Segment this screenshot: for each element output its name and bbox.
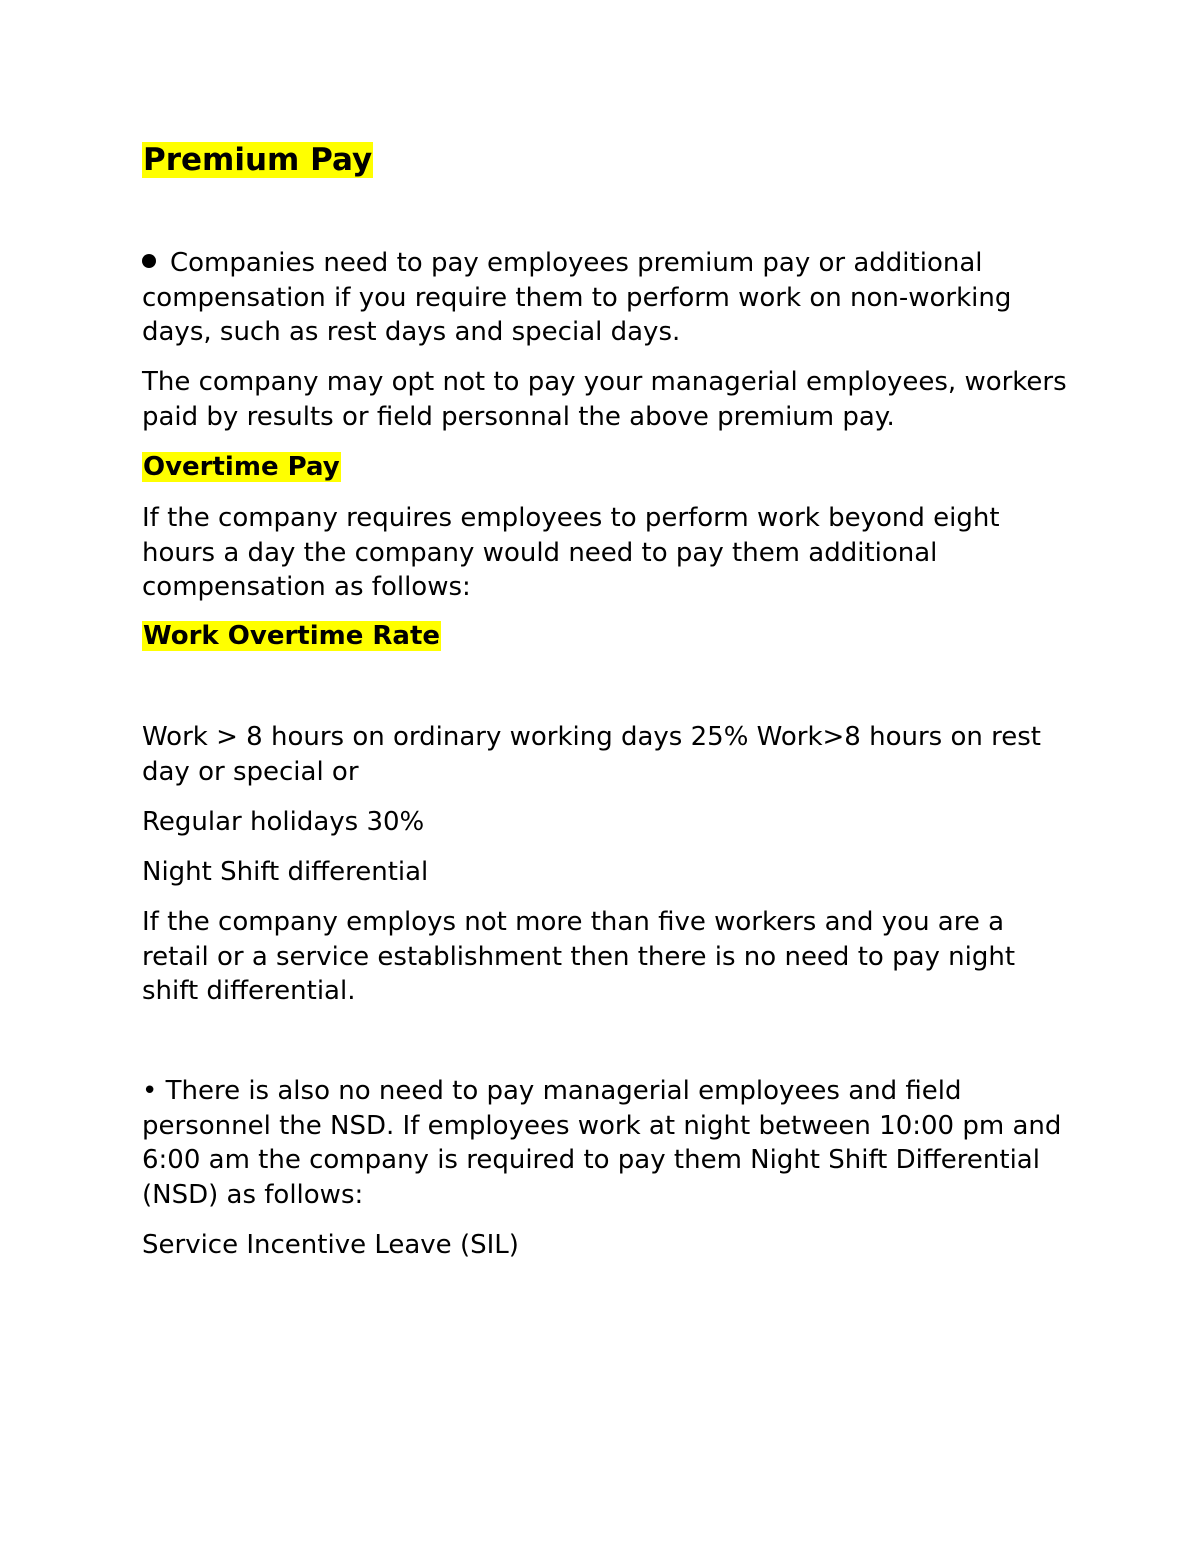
heading-overtime-rate: Work Overtime Rate <box>143 621 441 651</box>
bullet-premium-pay <box>142 246 1072 350</box>
heading-overtime-pay: Overtime Pay <box>143 452 340 482</box>
bullet-icon <box>142 254 156 268</box>
paragraph-rate-holidays: Regular holidays 30% <box>142 807 425 837</box>
heading-premium-pay: Premium Pay <box>143 142 373 178</box>
paragraph-overtime: If the company requires employees to perform work beyond eight hours a day the company would need to pay them additional compensation as follows: <box>142 503 1000 602</box>
paragraph-sil: Service Incentive Leave (SIL) <box>142 1230 519 1260</box>
bullet-premium-text: Companies need to pay employees premium pay or additional compensation if you require them to perform work on non-working days, such as rest days and special days. <box>142 248 1012 347</box>
paragraph-retail: If the company employs not more than five workers and you are a retail or a service establishment then there is no need to pay night shift differential. <box>142 907 1016 1006</box>
paragraph-managerial: The company may opt not to pay your managerial employees, workers paid by results or field personnal the above premium pay. <box>142 367 1067 432</box>
paragraph-night-shift: Night Shift differential <box>142 857 429 887</box>
paragraph-rate-ordinary: Work > 8 hours on ordinary working days 25% Work>8 hours on rest day or special or <box>142 722 1041 787</box>
bullet-nsd: • There is also no need to pay managerial employees and field personnel the NSD. If employees work at night between 10:00 pm and 6:00 am the company is required to pay them Night Shift Differential (NSD) as follows: <box>142 1076 1062 1210</box>
